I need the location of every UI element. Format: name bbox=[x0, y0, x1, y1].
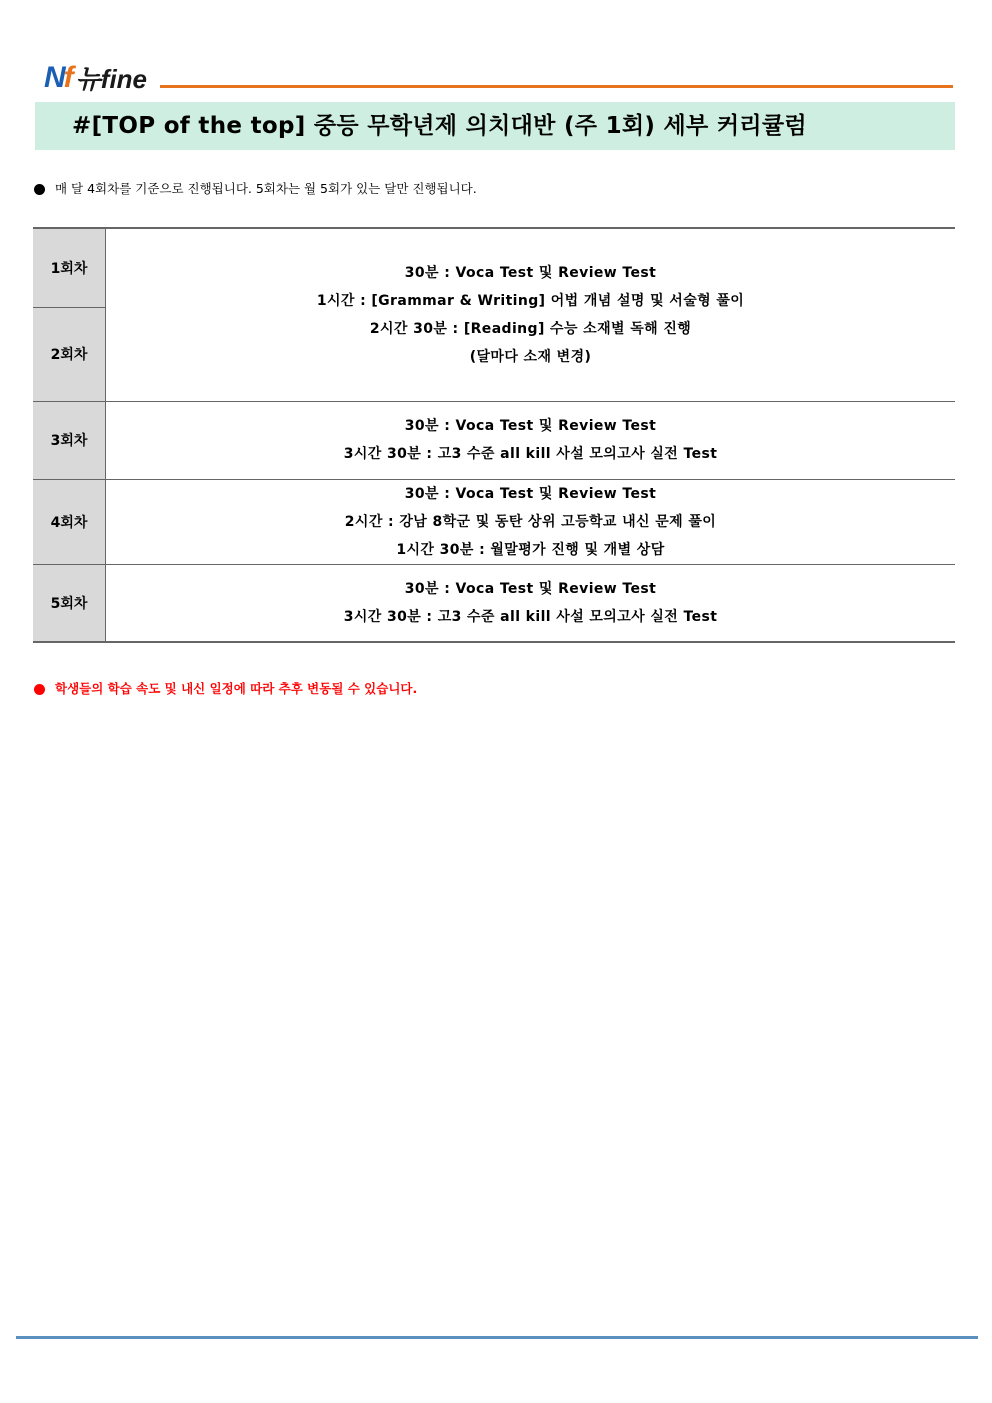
content-line: 30분 : Voca Test 및 Review Test bbox=[404, 418, 657, 434]
session-label: 1회차 bbox=[33, 228, 106, 307]
page-title: #[TOP of the top] 중등 무학년제 의치대반 (주 1회) 세부 커리큘럼 bbox=[72, 113, 807, 139]
session-label: 3회차 bbox=[33, 401, 106, 479]
content-line: 30분 : Voca Test 및 Review Test bbox=[404, 580, 657, 597]
schedule-note bbox=[34, 180, 477, 198]
table-row bbox=[33, 228, 955, 307]
header-divider bbox=[160, 85, 953, 88]
table-row bbox=[33, 564, 955, 642]
logo-mark: Nf bbox=[44, 61, 72, 94]
content-line: 3시간 30분 : 고3 수준 all kill 사설 모의고사 실전 Test bbox=[343, 446, 718, 462]
footer-divider bbox=[16, 1336, 978, 1339]
session-content bbox=[106, 228, 956, 401]
content-line: 30분 : Voca Test 및 Review Test bbox=[404, 264, 657, 281]
content-line: (달마다 소재 변경) bbox=[469, 348, 592, 365]
bullet-icon bbox=[34, 184, 45, 195]
table-row bbox=[33, 479, 955, 564]
content-line: 1시간 30분 : 월말평가 진행 및 개별 상담 bbox=[396, 541, 665, 558]
session-label: 2회차 bbox=[33, 307, 106, 401]
session-label: 5회차 bbox=[33, 564, 106, 642]
change-warning-text: 학생들의 학습 속도 및 내신 일정에 따라 추후 변동될 수 있습니다. bbox=[55, 681, 418, 696]
content-line: 3시간 30분 : 고3 수준 all kill 사설 모의고사 실전 Test bbox=[343, 608, 718, 625]
brand-logo bbox=[44, 56, 147, 96]
schedule-note-text: 매 달 4회차를 기준으로 진행됩니다. 5회차는 월 5회가 있는 달만 진행됩니다. bbox=[55, 181, 477, 196]
bullet-icon bbox=[34, 684, 45, 695]
change-warning bbox=[34, 680, 417, 698]
session-content bbox=[106, 564, 956, 642]
session-content bbox=[106, 479, 956, 564]
content-line: 30분 : Voca Test 및 Review Test bbox=[404, 485, 657, 502]
content-line: 2시간 30분 : [Reading] 수능 소재별 독해 진행 bbox=[369, 320, 692, 337]
session-label: 4회차 bbox=[33, 479, 106, 564]
logo-text: 뉴fine bbox=[75, 64, 148, 94]
content-line: 2시간 : 강남 8학군 및 동탄 상위 고등학교 내신 문제 풀이 bbox=[344, 513, 717, 530]
table-row bbox=[33, 401, 955, 479]
content-line: 1시간 : [Grammar & Writing] 어법 개념 설명 및 서술형 풀이 bbox=[316, 292, 745, 309]
session-content bbox=[106, 401, 956, 479]
curriculum-table bbox=[33, 227, 955, 643]
